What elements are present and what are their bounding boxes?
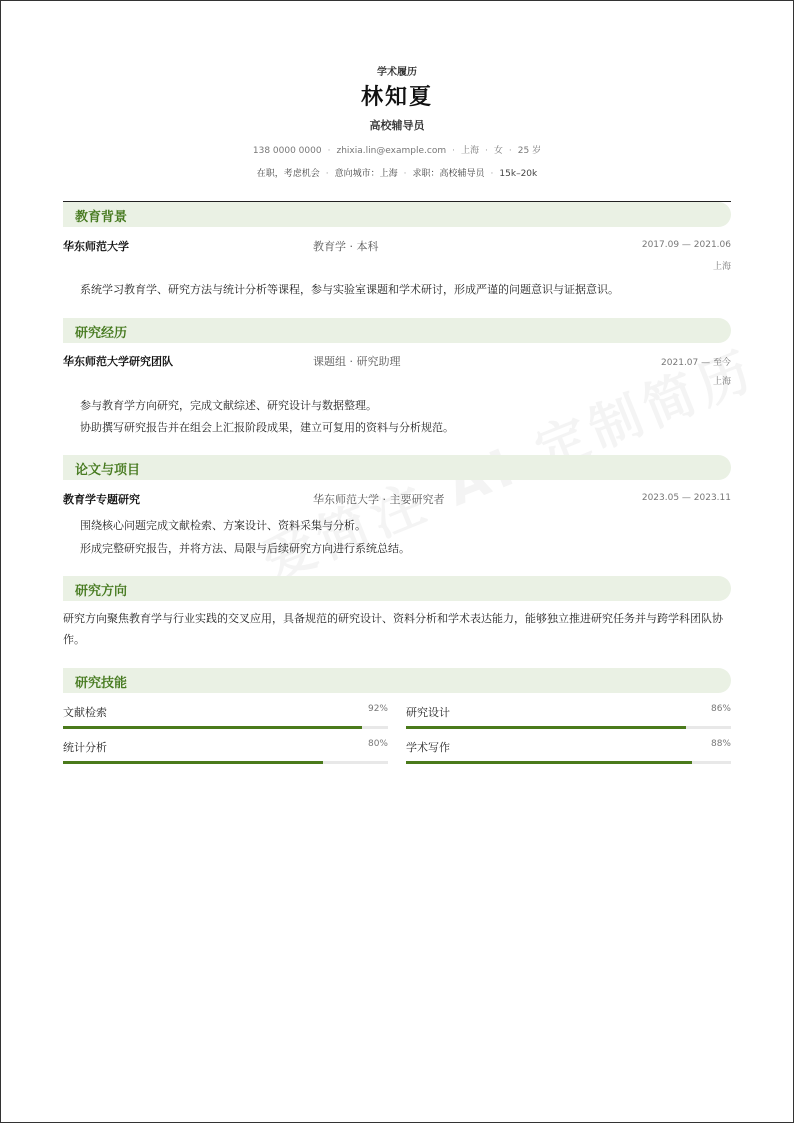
skill-bar-track [63,761,388,764]
salary: 15k–20k [499,169,538,179]
job-status: 在职，考虑机会 [256,169,320,179]
section-title: 研究技能 [75,676,128,691]
intended-city: 意向城市：上海 [334,169,398,179]
education-school: 华东师范大学 [63,240,129,253]
gender: 女 [493,146,503,156]
research-dates: 2021.07 — 至今 [661,358,731,368]
intended-job: 求职：高校辅导员 [412,169,485,179]
skill-name: 文献检索 [63,706,107,719]
age: 25 岁 [517,146,542,156]
section-research-experience [63,318,731,343]
job-intent-row: 在职，考虑机会 · 意向城市：上海 · 求职：高校辅导员 · 15k–20k [0,166,794,179]
project-desc-item: 形成完整研究报告，并将方法、局限与后续研究方向进行系统总结。 [80,542,410,555]
section-research-skills [63,668,731,693]
section-education [63,202,731,227]
skill-percent: 86% [710,704,731,714]
skill-item [63,737,388,769]
education-desc: 系统学习教育学、研究方法与统计分析等课程，参与实验室课题和学术研讨，形成严谨的问题意识与证据意识。 [80,283,619,296]
research-role: 课题组 · 研究助理 [313,355,401,368]
research-org: 华东师范大学研究团队 [63,355,173,368]
research-location: 上海 [712,377,731,387]
project-desc-item: 围绕核心问题完成文献检索、方案设计、资料采集与分析。 [80,519,366,532]
skill-bar-fill [63,761,323,764]
skill-bar-track [406,726,731,729]
skill-bar-track [63,726,388,729]
skill-percent: 88% [710,739,731,749]
section-title: 论文与项目 [75,463,141,478]
skill-percent: 80% [367,739,388,749]
doc-type-label: 学术履历 [377,67,417,78]
research-desc-item: 协助撰写研究报告并在组会上汇报阶段成果，建立可复用的资料与分析规范。 [80,421,454,434]
email: zhixia.lin@example.com [336,146,447,156]
section-research-direction [63,576,731,601]
city: 上海 [461,146,480,156]
education-degree: 教育学 · 本科 [313,240,379,253]
skill-percent: 92% [367,704,388,714]
skill-item [406,737,731,769]
candidate-name: 林知夏 [360,85,433,110]
skill-bar-fill [406,726,686,729]
education-dates: 2017.09 — 2021.06 [641,240,731,250]
project-dates: 2023.05 — 2023.11 [641,493,731,503]
section-title: 教育背景 [75,210,128,225]
skill-bar-fill [406,761,692,764]
job-title: 高校辅导员 [369,119,425,132]
skill-item [406,702,731,734]
education-location: 上海 [712,262,731,272]
skill-name: 学术写作 [406,741,450,754]
research-desc-item: 参与教育学方向研究，完成文献综述、研究设计与数据整理。 [80,399,377,412]
skill-item [63,702,388,734]
skill-bar-track [406,761,731,764]
skill-name: 研究设计 [406,706,450,719]
research-direction-text: 研究方向聚焦教育学与行业实践的交叉应用，具备规范的研究设计、资料分析和学术表达能力，能够独立推进研究任务并与跨学科团队协作。 [63,612,723,646]
skill-name: 统计分析 [63,741,107,754]
project-title: 教育学专题研究 [63,493,140,506]
skill-bar-fill [63,726,362,729]
project-role: 华东师范大学 · 主要研究者 [313,493,445,506]
section-title: 研究经历 [75,326,128,341]
section-papers-projects [63,455,731,480]
phone: 138 0000 0000 [252,146,322,156]
section-title: 研究方向 [75,584,128,599]
contact-row: 138 0000 0000 · zhixia.lin@example.com · 上海 · 女 · 25 岁 [0,143,794,156]
